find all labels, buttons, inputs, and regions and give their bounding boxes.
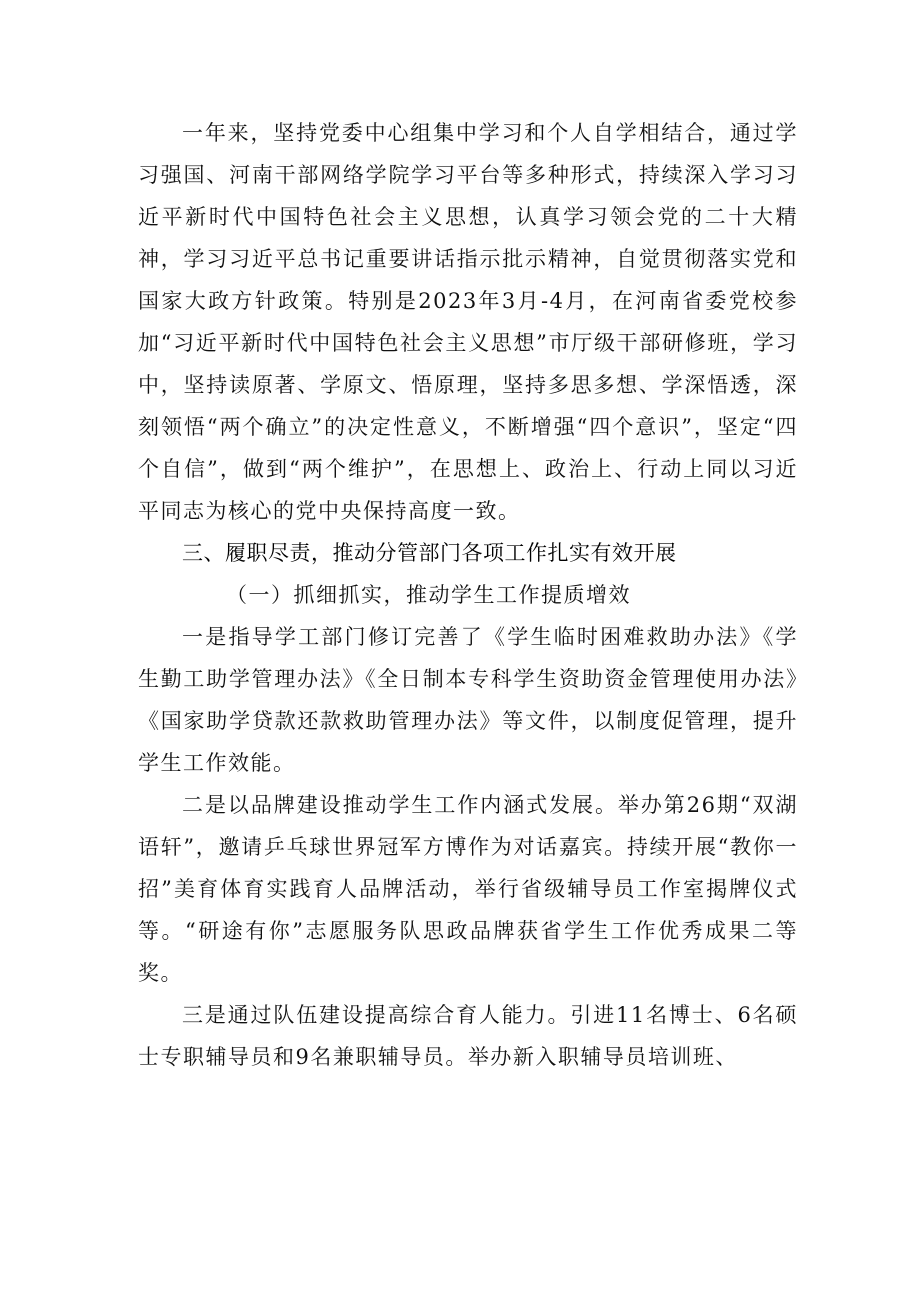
paragraph-three: 三是通过队伍建设提高综合育人能力。引进11名博士、6名硕士专职辅导员和9名兼职辅导员。举办新入职辅导员培训班、 bbox=[138, 1003, 798, 1069]
document-body bbox=[138, 112, 798, 1078]
section-heading: 三、履职尽责，推动分管部门各项工作扎实有效开展 bbox=[182, 541, 677, 565]
subsection-heading: （一）抓细抓实，推动学生工作提质增效 bbox=[226, 583, 631, 607]
paragraph-one: 一是指导学工部门修订完善了《学生临时困难救助办法》《学生勤工助学管理办法》《全日制本专科学生资助资金管理使用办法》《国家助学贷款还款救助管理办法》等文件，以制度促管理，提升学生工作效能。 bbox=[138, 625, 798, 775]
paragraph-study: 一年来，坚持党委中心组集中学习和个人自学相结合，通过学习强国、河南干部网络学院学习平台等多种形式，持续深入学习习近平新时代中国特色社会主义思想，认真学习领会党的二十大精神，学习习近平总书记重要讲话指示批示精神，自觉贯彻落实党和国家大政方针政策。特别是2023年3月-4月，在河南省委党校参加“习近平新时代中国特色社会主义思想”市厅级干部研修班，学习中，坚持读原著、学原文、悟原理，坚持多思多想、学深悟透，深刻领悟“两个确立”的决定性意义，不断增强“四个意识”，坚定“四个自信”，做到“两个维护”，在思想上、政治上、行动上同以习近平同志为核心的党中央保持高度一致。 bbox=[138, 121, 798, 523]
paragraph-two: 二是以品牌建设推动学生工作内涵式发展。举办第26期“双湖语轩”，邀请乒乓球世界冠军方博作为对话嘉宾。持续开展“教你一招”美育体育实践育人品牌活动，举行省级辅导员工作室揭牌仪式等。“研途有你”志愿服务队思政品牌获省学生工作优秀成果二等奖。 bbox=[138, 793, 798, 985]
